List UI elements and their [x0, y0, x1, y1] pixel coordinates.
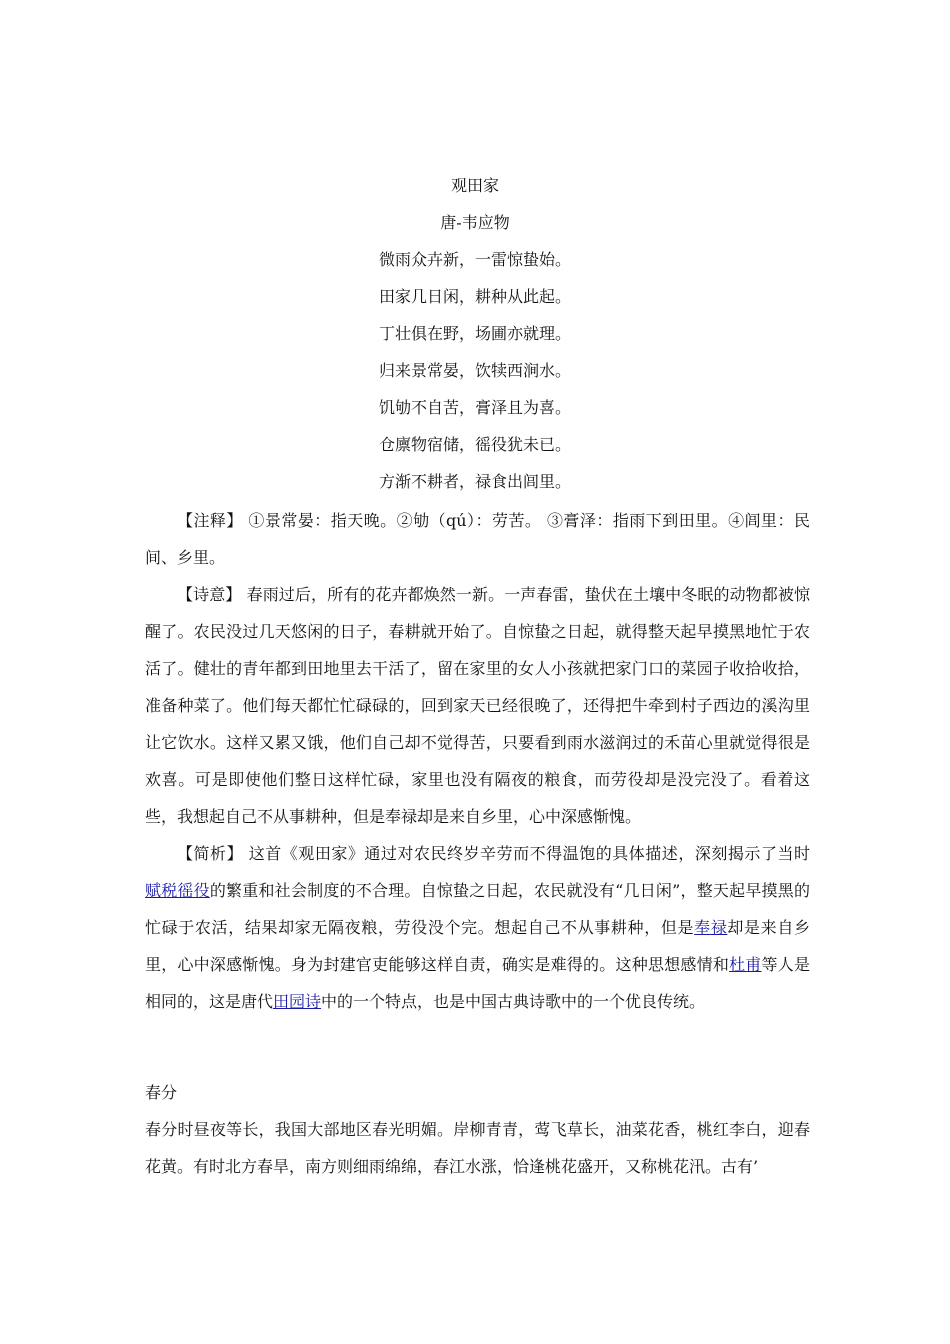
- section-heading: 春分: [145, 1083, 178, 1102]
- poem-line: 饥劬不自苦，膏泽且为喜。: [378, 398, 571, 417]
- link-fushui-yaoyi[interactable]: 赋税徭役: [145, 881, 210, 900]
- analysis-text: 这首《观田家》通过对农民终岁辛劳而不得温饱的具体描述，深刻揭示了当时: [243, 844, 810, 863]
- poem-line: 方渐不耕者，禄食出闾里。: [378, 472, 571, 491]
- notes-label: 【注释】: [177, 511, 243, 530]
- meaning-text: 春雨过后，所有的花卉都焕然一新。一声春雷，蛰伏在土壤中冬眠的动物都被惊醒了。农民没过几天悠闲的日子，春耕就开始了。自惊蛰之日起，就得整天起早摸黑地忙于农活了。健壮的青年都到田地里去干活了，留在家里的女人小孩就把家门口的菜园子收拾收拾，准备种菜了。他们每天都忙忙碌碌的，回到家天已经很晚了，还得把牛牵到村子西边的溪沟里让它饮水。这样又累又饿，他们自己却不觉得苦，只要看到雨水滋润过的禾苗心里就觉得很是欢喜。可是即使他们整日这样忙碌，家里也没有隔夜的粮食，而劳役却是没完没了。看着这些，我想起自己不从事耕种，但是奉禄却是来自乡里，心中深感惭愧。: [145, 585, 810, 826]
- poem-title: 观田家: [450, 176, 499, 195]
- link-fenglu[interactable]: 奉禄: [694, 918, 728, 937]
- analysis-text: 中的一个特点，也是中国古典诗歌中的一个优良传统。: [321, 992, 706, 1011]
- poem-line: 微雨众卉新，一雷惊蛰始。: [378, 250, 571, 269]
- meaning-label: 【诗意】: [177, 585, 242, 604]
- meaning-paragraph: [145, 576, 810, 835]
- poem-line: 丁壮俱在野，场圃亦就理。: [378, 324, 571, 343]
- poem-line: 田家几日闲，耕种从此起。: [378, 287, 571, 306]
- notes-text: ①景常晏：指天晚。②劬（qú）：劳苦。 ③膏泽：指雨下到田里。④闾里：民间、乡里。: [145, 511, 810, 567]
- analysis-label: 【简析】: [177, 844, 244, 863]
- analysis-paragraph: [145, 835, 810, 1020]
- analysis-text: 的繁重和社会制度的不合理。自惊蛰之日起，农民就没有“几日闲”，整天起早摸黑的忙碌于农活，结果却家无隔夜粮，劳役没个完。想起自己不从事耕种，但是: [145, 881, 810, 937]
- notes-paragraph: [145, 502, 810, 576]
- poem-line: 仓廪物宿储，徭役犹未已。: [378, 435, 571, 454]
- poem-line: 归来景常晏，饮犊西涧水。: [378, 361, 571, 380]
- link-tianyuan-poetry[interactable]: 田园诗: [273, 992, 322, 1011]
- poem-author: 唐-韦应物: [440, 213, 510, 232]
- link-du-fu[interactable]: 杜甫: [729, 955, 762, 974]
- spring-paragraph: 春分时昼夜等长，我国大部地区春光明媚。岸柳青青，莺飞草长，油菜花香，桃红李白，迎春花黄。有时北方春旱，南方则细雨绵绵，春江水涨，恰逢桃花盛开，又称桃花汛。古有’: [145, 1120, 810, 1176]
- analysis-text: 等人是相同的，这是唐代: [145, 955, 810, 1011]
- analysis-text: 却是来自乡里，心中深感惭愧。身为封建官吏能够这样自责，确实是难得的。这种思想感情和: [145, 918, 810, 974]
